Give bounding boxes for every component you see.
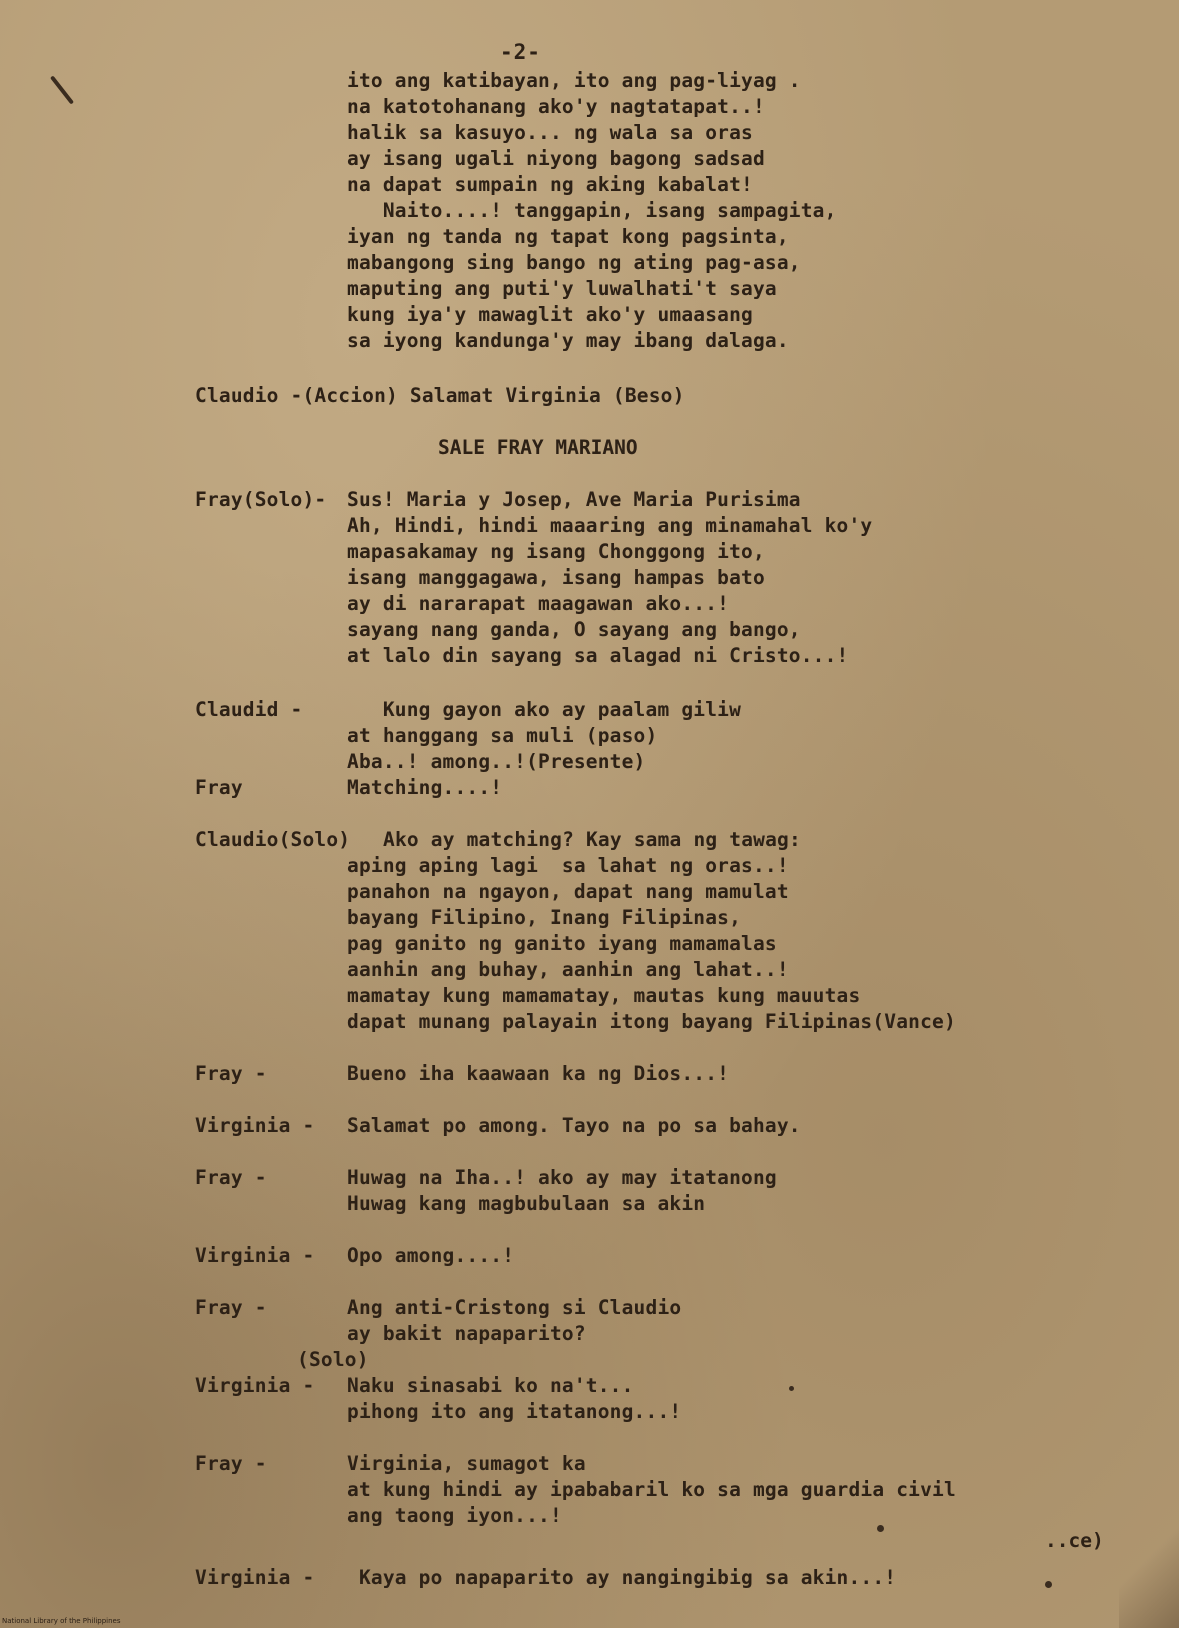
verse-line: halik sa kasuyo... ng wala sa oras [347,121,753,144]
speaker-claudio-solo: Claudio(Solo) [195,828,351,851]
archive-footer: National Library of the Philippines [2,1617,121,1625]
verse-line: kung iya'y mawaglit ako'y umaasang [347,303,753,326]
speaker-fray: Fray [195,776,243,799]
ink-dot [789,1386,794,1391]
dialogue-line: ang taong iyon...! [347,1504,562,1527]
dialogue-line: Sus! Maria y Josep, Ave Maria Purisima [347,488,801,511]
dialogue-line: ay di nararapat maagawan ako...! [347,592,730,615]
margin-note: ..ce) [1045,1529,1104,1552]
speaker-virginia: Virginia - [195,1566,315,1589]
dialogue-line: Huwag na Iha..! ako ay may itatanong [347,1166,777,1189]
dialogue-line: at hanggang sa muli (paso) [347,724,658,747]
dialogue-line: Virginia, sumagot ka [347,1452,586,1475]
dialogue-line: mapasakamay ng isang Chonggong ito, [347,540,765,563]
speaker-claudid: Claudid - [195,698,303,721]
claudio-accion-line: Claudio -(Accion) Salamat Virginia (Beso) [195,384,685,407]
verse-line: sa iyong kandunga'y may ibang dalaga. [347,329,789,352]
stage-note-solo: (Solo) [297,1348,369,1371]
dialogue-line: mamatay kung mamamatay, mautas kung mauutas [347,984,861,1007]
dialogue-line: at kung hindi ay ipababaril ko sa mga guardia civil [347,1478,956,1501]
speaker-fray-solo: Fray(Solo)- [195,488,327,511]
dialogue-line: Ang anti-Cristong si Claudio [347,1296,682,1319]
dialogue-line: Huwag kang magbubulaan sa akin [347,1192,706,1215]
speaker-fray: Fray - [195,1062,267,1085]
speaker-virginia: Virginia - [195,1244,315,1267]
verse-line: ay isang ugali niyong bagong sadsad [347,147,765,170]
dialogue-line: Bueno iha kaawaan ka ng Dios...! [347,1062,730,1085]
speaker-fray: Fray - [195,1296,267,1319]
dialogue-line: isang manggagawa, isang hampas bato [347,566,765,589]
dialogue-line: dapat munang palayain itong bayang Filipinas(Vance) [347,1010,956,1033]
dialogue-line: sayang nang ganda, O sayang ang bango, [347,618,801,641]
dialogue-line: at lalo din sayang sa alagad ni Cristo...! [347,644,849,667]
speaker-virginia: Virginia - [195,1114,315,1137]
dialogue-line: Kaya po napaparito ay nangingibig sa akin...! [347,1566,897,1589]
dialogue-line: Matching....! [347,776,503,799]
dialogue-line: ay bakit napaparito? [347,1322,586,1345]
dialogue-line: Opo among....! [347,1244,515,1267]
dialogue-line: panahon na ngayon, dapat nang mamulat [347,880,789,903]
ink-dot [1045,1581,1052,1588]
verse-line: na dapat sumpain ng aking kabalat! [347,173,753,196]
dialogue-line: bayang Filipino, Inang Filipinas, [347,906,742,929]
verse-line: na katotohanang ako'y nagtatapat..! [347,95,765,118]
dialogue-line: Aba..! among..!(Presente) [347,750,646,773]
verse-line: ito ang katibayan, ito ang pag-liyag . [347,69,801,92]
dialogue-line: Kung gayon ako ay paalam giliw [347,698,742,721]
dialogue-line: pihong ito ang itatanong...! [347,1400,682,1423]
dialogue-line: Ah, Hindi, hindi maaaring ang minamahal ko'y [347,514,873,537]
dialogue-line: aanhin ang buhay, aanhin ang lahat..! [347,958,789,981]
dialogue-line: Salamat po among. Tayo na po sa bahay. [347,1114,801,1137]
ink-dot [877,1525,884,1532]
dialogue-line: Ako ay matching? Kay sama ng tawag: [383,828,801,851]
verse-line: mabangong sing bango ng ating pag-asa, [347,251,801,274]
scene-heading: SALE FRAY MARIANO [438,436,638,459]
dialogue-line: pag ganito ng ganito iyang mamamalas [347,932,777,955]
dialogue-line: aping aping lagi sa lahat ng oras..! [347,854,789,877]
dialogue-line: Naku sinasabi ko na't... [347,1374,634,1397]
page-number: -2- [500,40,541,64]
verse-line: Naito....! tanggapin, isang sampagita, [347,199,837,222]
speaker-virginia: Virginia - [195,1374,315,1397]
verse-line: maputing ang puti'y luwalhati't saya [347,277,777,300]
verse-line: iyan ng tanda ng tapat kong pagsinta, [347,225,789,248]
speaker-fray: Fray - [195,1452,267,1475]
page-corner-shadow [1119,1518,1179,1628]
ink-scratch [50,75,74,104]
speaker-fray: Fray - [195,1166,267,1189]
